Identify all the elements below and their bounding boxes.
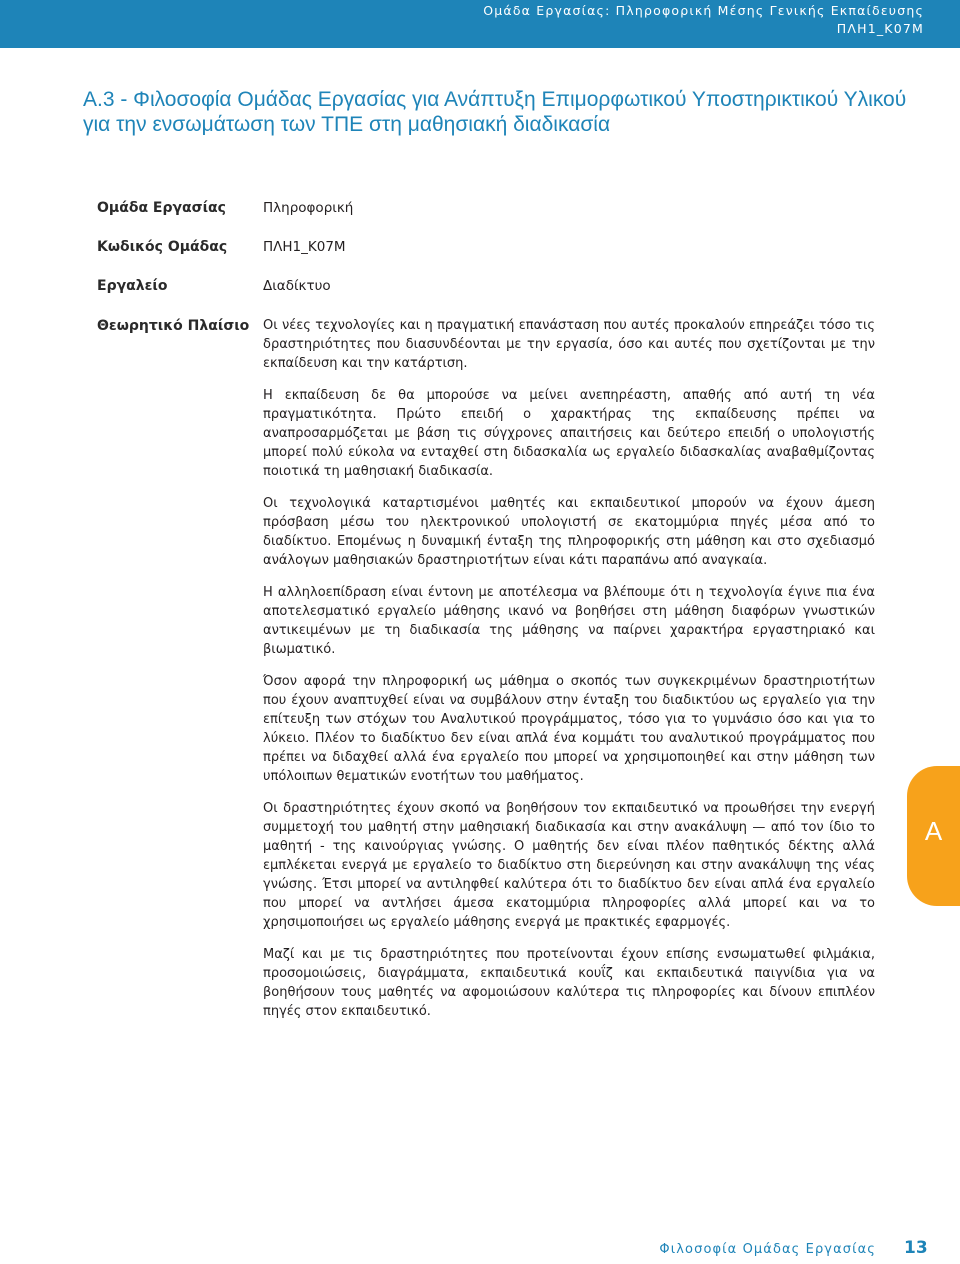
tool-label: Εργαλείο <box>97 278 168 294</box>
body-paragraph: Οι νέες τεχνολογίες και η πραγματική επανάσταση που αυτές προκαλούν επηρεάζει τόσο τις δραστηριότητες που διασυνδέονται με την εργασία, όσο και αυτές που σχετίζονται με την εκπαίδευση και την κατάρτιση. <box>263 318 875 371</box>
theory-label: Θεωρητικό Πλαίσιο <box>97 318 250 334</box>
body-paragraph: Οι τεχνολογικά καταρτισμένοι μαθητές και εκπαιδευτικοί μπορούν να έχουν άμεση πρόσβαση μέσω του ηλεκτρονικού υπολογιστή σε εκατομμύρια πηγές μέσα από το διαδίκτυο. Επομένως η δυναμική ένταξη της πληροφορικής στη μάθηση και στο σχεδιασμό ανάλογων μαθησιακών δραστηριοτήτων είναι κάτι παραπάνω από αναγκαία. <box>263 496 875 568</box>
header-code-line: ΠΛΗ1_Κ07Μ <box>836 21 924 36</box>
header-bar <box>0 0 960 48</box>
tool-value: Διαδίκτυο <box>263 278 331 294</box>
section-tab <box>907 766 960 906</box>
code-value: ΠΛΗ1_Κ07Μ <box>263 239 346 255</box>
body-paragraph: Οι δραστηριότητες έχουν σκοπό να βοηθήσουν τον εκπαιδευτικό να προωθήσει την ενεργή συμμετοχή του μαθητή στην μαθησιακή διαδικασία και στην ανακάλυψη — από τον ίδιο το μαθητή - της καινούργιας γνώσης. Ο μαθητής δεν είναι πλέον παθητικός δέκτης αλλά εμπλέκεται ενεργά με εργαλείο το διαδίκτυο στη διερεύνηση και στην ανακάλυψη της νέας γνώσης. Έτσι μπορεί να αντιληφθεί καλύτερα ότι το διαδίκτυο δεν είναι απλά ένα εργαλείο που μπορεί να αντλήσει άμεσα εκατομμύρια πληροφορίες αλλά μπορεί και να το χρησιμοποιήσει ως εργαλείο μάθησης ενεργά με πρακτικές εφαρμογές. <box>263 801 875 930</box>
body-paragraph: Μαζί και με τις δραστηριότητες που προτείνονται έχουν επίσης ενσωματωθεί φιλμάκια, προσομοιώσεις, διαγράμματα, εκπαιδευτικά κουΐζ και εκπαιδευτικά παιγνίδια για να βοηθήσουν τους μαθητές να αφομοιώσουν καλύτερα τις πληροφορίες και δίνουν επιπλέον πηγές στον εκπαιδευτικό. <box>263 947 875 1019</box>
group-label: Ομάδα Εργασίας <box>97 200 226 216</box>
footer-section-label: Φιλοσοφία Ομάδας Εργασίας <box>659 1242 876 1257</box>
body-paragraph: Όσον αφορά την πληροφορική ως μάθημα ο σκοπός των συγκεκριμένων δραστηριοτήτων που έχουν αναπτυχθεί είναι να συμβάλουν στην ένταξη του διαδικτύου ως εργαλείο για την επίτευξη των στόχων του Αναλυτικού προγράμματος, τόσο για το γυμνάσιο όσο και για το λύκειο. Πλέον το διαδίκτυο δεν είναι απλά ένα κομμάτι του αναλυτικού προγράμματος που πρέπει να διδαχθεί αλλά ένα εργαλείο που μπορεί να χρησιμοποιηθεί και στην μάθηση των υπόλοιπων θεματικών ενοτήτων του μαθήματος. <box>263 674 875 784</box>
body-paragraph: Η αλληλοεπίδραση είναι έντονη με αποτέλεσμα να βλέπουμε ότι η τεχνολογία έγινε πια ένα αποτελεσματικό εργαλείο μάθησης ικανό να βοηθήσει στη μάθηση διαφόρων γνωστικών αντικειμένων με τη διαδικασία της μάθησης να παίρνει χαρακτήρα εργαστηριακό και βιωματικό. <box>263 585 875 657</box>
group-value: Πληροφορική <box>263 200 354 216</box>
header-group-line: Ομάδα Εργασίας: Πληροφορική Μέσης Γενικής Εκπαίδευσης <box>483 3 924 18</box>
section-tab-letter: Α <box>924 816 943 846</box>
theory-body <box>263 316 875 1034</box>
code-label: Κωδικός Ομάδας <box>97 239 228 255</box>
page-number: 13 <box>904 1238 928 1258</box>
page-title: Α.3 - Φιλοσοφία Ομάδας Εργασίας για Ανάπτυξη Επιμορφωτικού Υποστηρικτικού Υλικού για την ενσωμάτωση των ΤΠΕ στη μαθησιακή διαδικασία <box>83 88 907 136</box>
body-paragraph: Η εκπαίδευση δε θα μπορούσε να μείνει ανεπηρέαστη, απαθής από αυτή τη νέα πραγματικότητα. Πρώτο επειδή ο χαρακτήρας της εκπαίδευσης πρέπει να αναπροσαρμόζεται με βάση τις σύγχρονες απαιτήσεις και δεύτερο επειδή ο υπολογιστής μπορεί πολύ εύκολα να ενταχθεί στη διδασκαλία ως εργαλείο διδασκαλίας αναβαθμίζοντας ποιοτικά τη μαθησιακή διαδικασία. <box>263 388 875 479</box>
